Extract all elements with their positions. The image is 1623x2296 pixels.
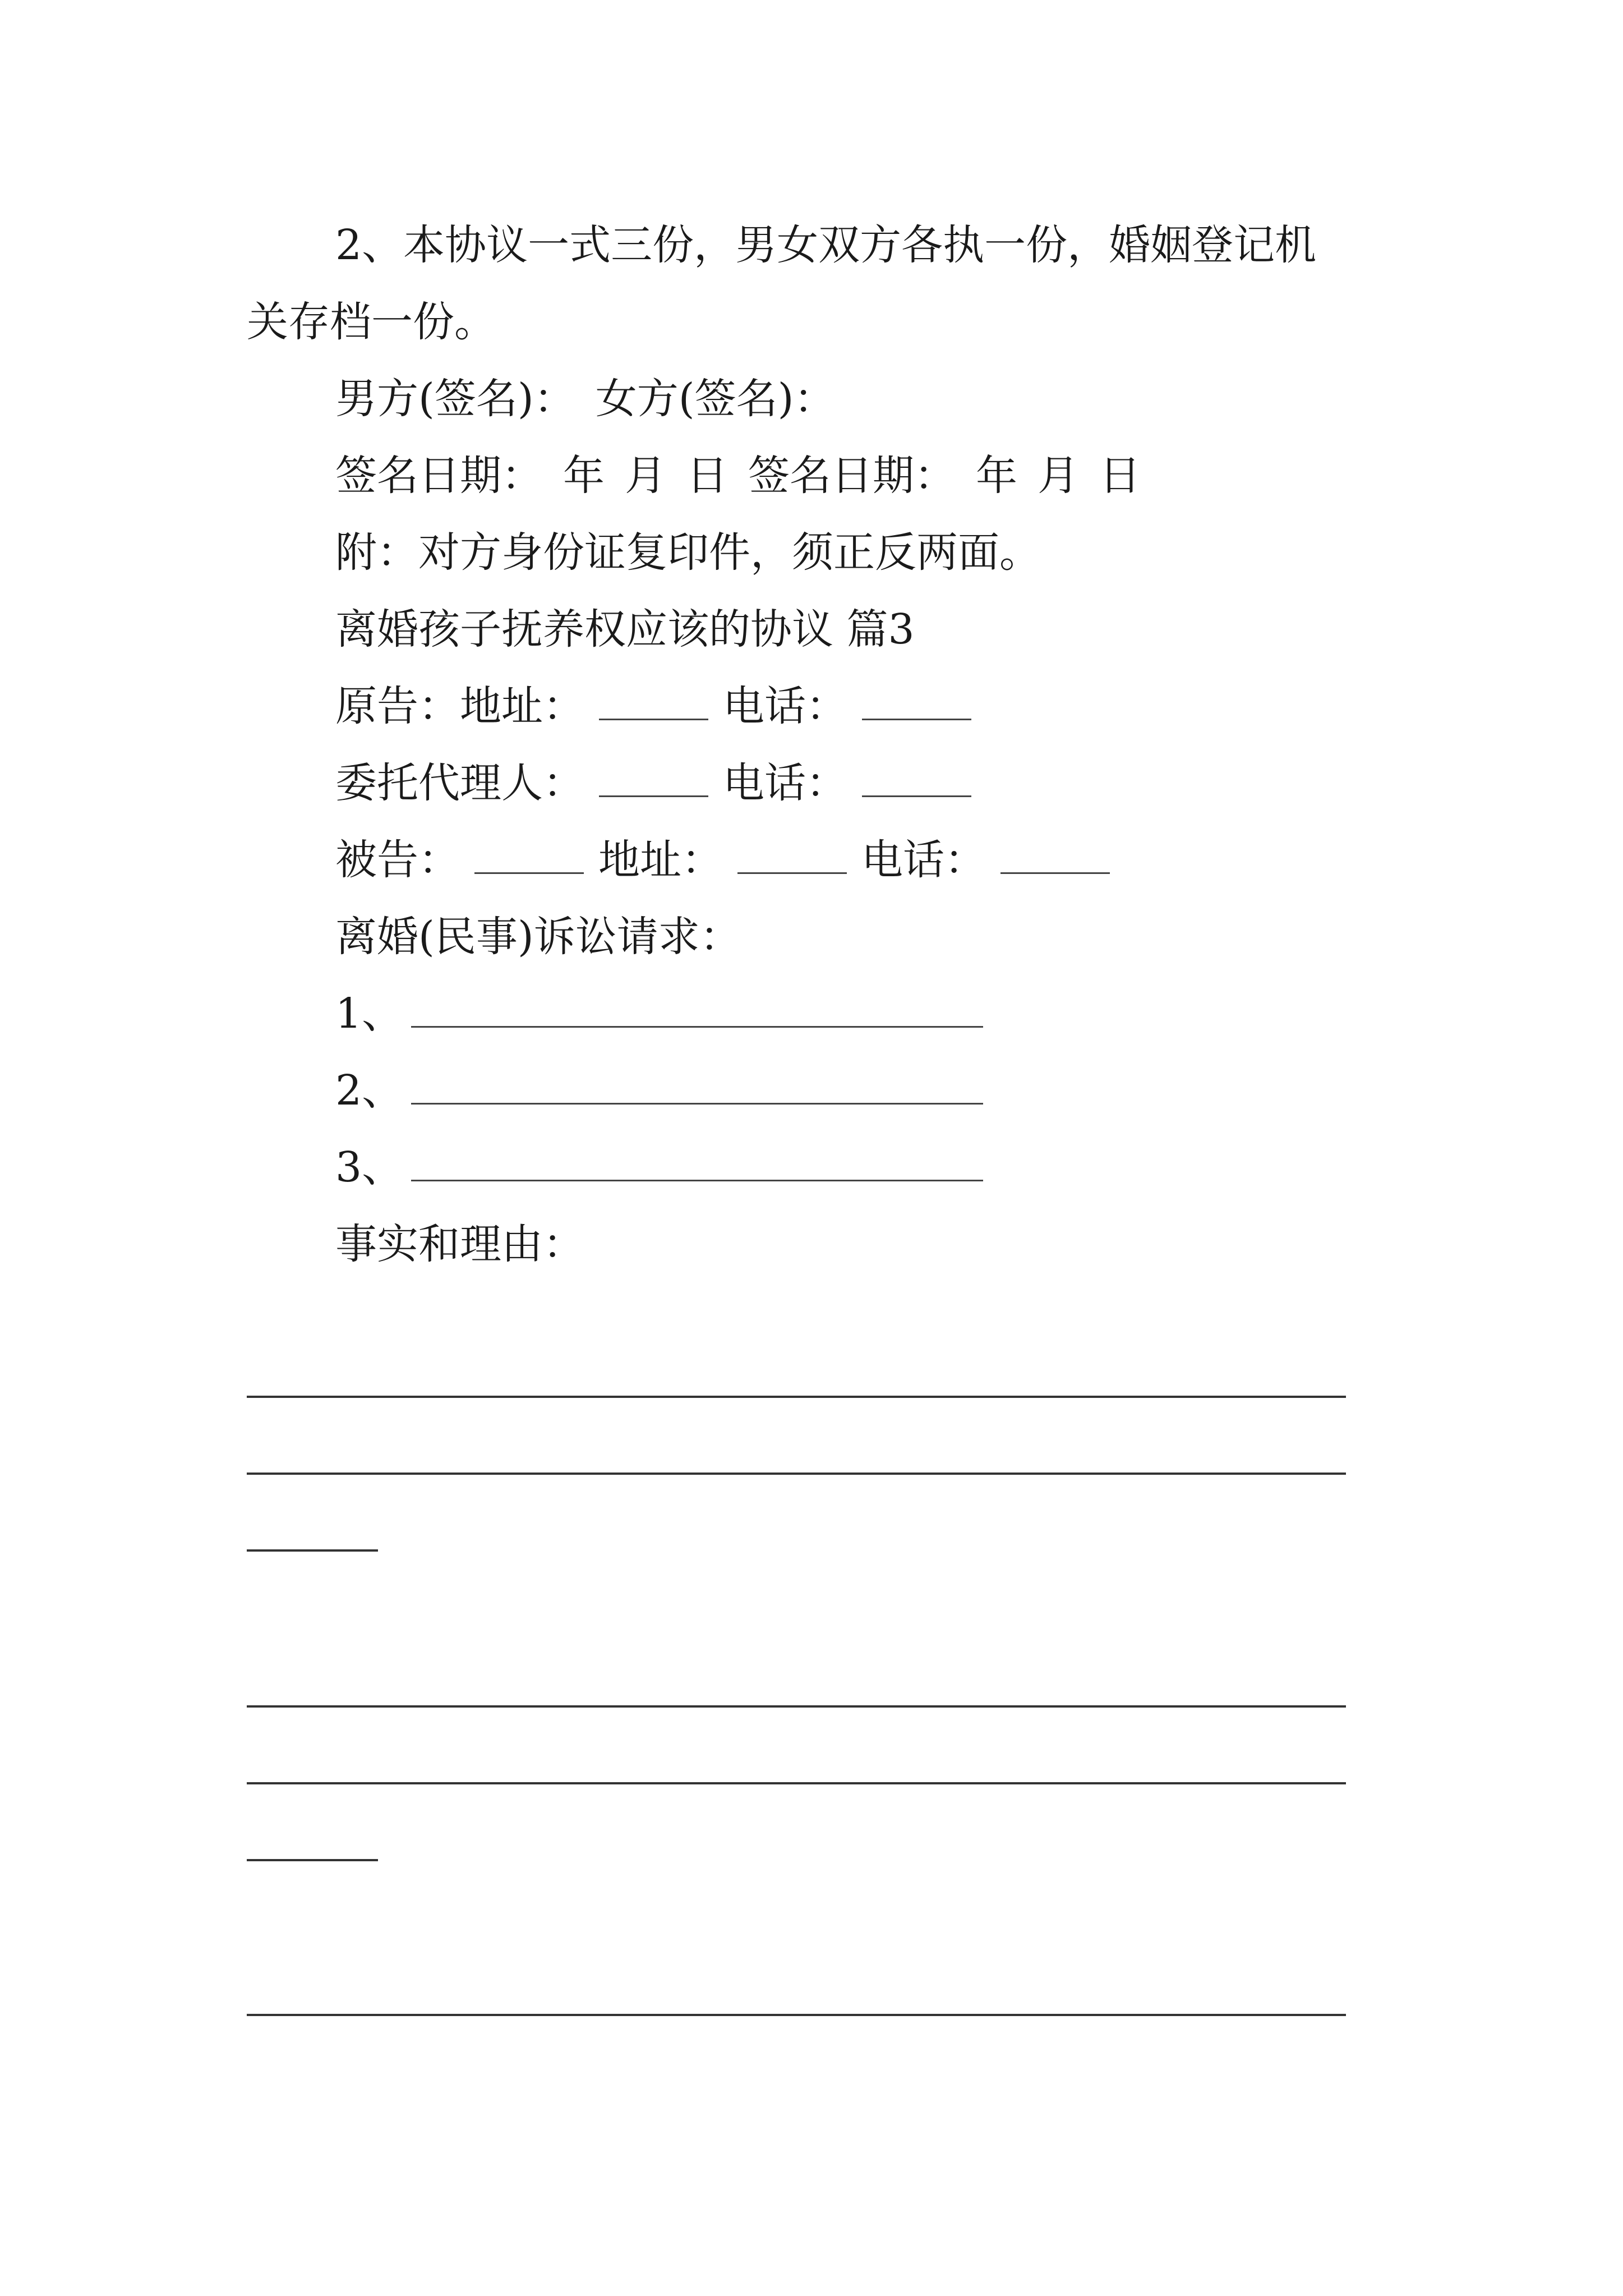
agent-label: 委托代理人： (335, 759, 584, 807)
phone-blank[interactable] (1000, 869, 1110, 874)
section-title: 离婚孩子抚养权应该的协议 篇3 (335, 605, 915, 654)
address-blank[interactable] (737, 869, 847, 874)
agent-blank[interactable] (599, 792, 708, 797)
female-date-label: 签名日期： (748, 452, 956, 500)
claim-item (335, 990, 998, 1038)
day-label: 日 (1099, 452, 1141, 500)
plaintiff-line (335, 682, 986, 730)
month-label: 月 (1038, 452, 1079, 500)
claim-blank[interactable] (411, 1176, 983, 1181)
claim-number: 3、 (335, 1143, 404, 1191)
defendant-line (335, 836, 1124, 884)
defendant-label: 被告： (335, 836, 460, 884)
facts-writing-rule[interactable] (247, 1396, 1346, 1398)
phone-blank[interactable] (862, 792, 971, 797)
address-blank[interactable] (599, 715, 708, 720)
facts-writing-rule[interactable] (247, 1473, 1346, 1475)
claim-blank[interactable] (411, 1099, 983, 1105)
agent-line (335, 759, 986, 807)
defendant-blank[interactable] (474, 869, 584, 874)
phone-label: 电话： (861, 836, 986, 884)
attachment-note: 附：对方身份证复印件，须正反两面。 (335, 528, 1041, 577)
copies-paragraph-line-1: 2、本协议一式三份，男女双方各执一份，婚姻登记机 (335, 221, 1317, 269)
phone-label: 电话： (723, 759, 847, 807)
claim-number: 2、 (335, 1066, 404, 1115)
facts-writing-rule[interactable] (247, 1705, 1346, 1708)
address-label: 地址： (598, 836, 723, 884)
signature-date-line (335, 452, 1141, 500)
male-date-label: 签名日期： (335, 452, 543, 500)
male-signature-label: 男方(签名)： (335, 375, 575, 423)
plaintiff-label: 原告： (335, 682, 460, 730)
signature-line (335, 375, 836, 423)
facts-writing-rule[interactable] (247, 1549, 378, 1552)
claim-item (335, 1143, 998, 1191)
facts-heading: 事实和理由： (335, 1220, 584, 1268)
year-label: 年 (563, 452, 605, 500)
year-label: 年 (976, 452, 1017, 500)
claims-heading: 离婚(民事)诉讼请求： (335, 913, 741, 961)
female-signature-label: 女方(签名)： (595, 375, 836, 423)
phone-label: 电话： (723, 682, 847, 730)
day-label: 日 (686, 452, 728, 500)
copies-paragraph-line-2: 关存档一份。 (247, 298, 496, 346)
claim-blank[interactable] (411, 1023, 983, 1028)
facts-writing-rule[interactable] (247, 1859, 378, 1861)
facts-writing-rule[interactable] (247, 1782, 1346, 1784)
facts-writing-rule[interactable] (247, 2014, 1346, 2016)
phone-blank[interactable] (862, 715, 971, 720)
month-label: 月 (625, 452, 666, 500)
claim-number: 1、 (335, 990, 404, 1038)
claim-item (335, 1066, 998, 1115)
address-label: 地址： (460, 682, 584, 730)
